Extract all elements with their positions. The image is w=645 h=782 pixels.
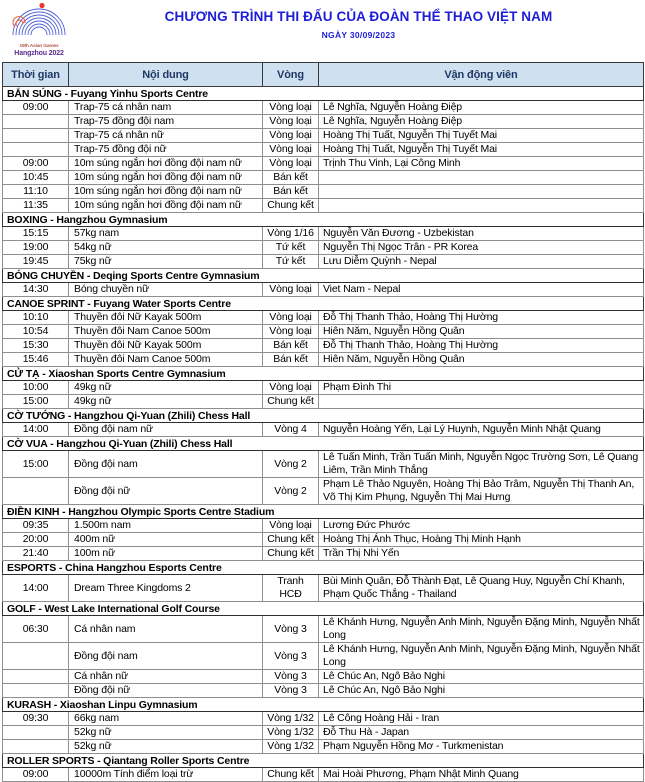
round-cell: Vòng 1/32 [263, 726, 319, 740]
section-header-row [3, 87, 644, 101]
round-cell: Chung kết [263, 199, 319, 213]
round-cell: Vòng 4 [263, 423, 319, 437]
time-cell: 10:10 [3, 311, 69, 325]
event-row [3, 547, 644, 561]
round-cell: Vòng 2 [263, 478, 319, 505]
round-cell: Tranh HCĐ [263, 575, 319, 602]
athletes-cell: Nguyễn Thị Ngọc Trân - PR Korea [319, 241, 644, 255]
column-header-athletes: Vận động viên [319, 63, 644, 87]
event-cell: 66kg nam [69, 712, 263, 726]
event-cell: Thuyền đôi Nữ Kayak 500m [69, 311, 263, 325]
event-cell: 75kg nữ [69, 255, 263, 269]
event-row [3, 325, 644, 339]
event-row [3, 171, 644, 185]
event-cell: 100m nữ [69, 547, 263, 561]
athletes-cell: Lê Nghĩa, Nguyễn Hoàng Điệp [319, 101, 644, 115]
event-cell: 49kg nữ [69, 395, 263, 409]
athletes-cell: Trịnh Thu Vinh, Lại Công Minh [319, 157, 644, 171]
round-cell: Vòng 3 [263, 616, 319, 643]
event-row [3, 157, 644, 171]
athletes-cell: Hoàng Thị Tuất, Nguyễn Thị Tuyết Mai [319, 143, 644, 157]
event-row [3, 533, 644, 547]
event-row [3, 129, 644, 143]
round-cell: Vòng loại [263, 519, 319, 533]
time-cell: 11:35 [3, 199, 69, 213]
schedule-table-body [3, 87, 644, 782]
athletes-cell: Phạm Lê Thảo Nguyên, Hoàng Thị Bảo Trâm, Nguyễn Thị Thanh An, Võ Thị Kim Phụng, Nguyễn Thị Mai Hưng [319, 478, 644, 505]
event-row [3, 643, 644, 670]
venue-label: BÓNG CHUYỀN - Deqing Sports Centre Gymnasium [3, 269, 644, 283]
athletes-cell: Lê Chúc An, Ngô Bảo Nghi [319, 670, 644, 684]
time-cell [3, 684, 69, 698]
event-row [3, 339, 644, 353]
round-cell: Vòng loại [263, 283, 319, 297]
time-cell: 19:45 [3, 255, 69, 269]
athletes-cell [319, 171, 644, 185]
round-cell: Vòng loại [263, 311, 319, 325]
page-header [0, 0, 645, 62]
time-cell [3, 670, 69, 684]
event-cell: Cá nhân nam [69, 616, 263, 643]
event-row [3, 726, 644, 740]
event-row [3, 381, 644, 395]
section-header-row [3, 269, 644, 283]
time-cell [3, 740, 69, 754]
section-header-row [3, 297, 644, 311]
athletes-cell: Lê Tuấn Minh, Trần Tuấn Minh, Nguyễn Ngọc Trường Sơn, Lê Quang Liêm, Trần Minh Thắng [319, 451, 644, 478]
section-header-row [3, 754, 644, 768]
logo-line1: 19th Asian Games [19, 44, 59, 49]
round-cell: Vòng loại [263, 101, 319, 115]
round-cell: Chung kết [263, 533, 319, 547]
hangzhou-2022-asian-games-logo [3, 1, 75, 61]
table-header-row [3, 63, 644, 87]
event-row [3, 519, 644, 533]
athletes-cell: Phạm Nguyễn Hồng Mơ - Turkmenistan [319, 740, 644, 754]
athletes-cell: Nguyễn Hoàng Yến, Lại Lý Huynh, Nguyễn Minh Nhật Quang [319, 423, 644, 437]
time-cell [3, 726, 69, 740]
athletes-cell: Lê Nghĩa, Nguyễn Hoàng Điệp [319, 115, 644, 129]
round-cell: Tứ kết [263, 255, 319, 269]
section-header-row [3, 505, 644, 519]
event-row [3, 241, 644, 255]
logo-sun-dot [39, 3, 44, 8]
event-row [3, 451, 644, 478]
round-cell: Vòng loại [263, 157, 319, 171]
event-cell: Thuyền đôi Nữ Kayak 500m [69, 339, 263, 353]
event-cell: Đồng đội nam nữ [69, 423, 263, 437]
event-row [3, 684, 644, 698]
athletes-cell: Bùi Minh Quân, Đỗ Thành Đạt, Lê Quang Huy, Nguyễn Chí Khanh, Phạm Quốc Thắng - Thailand [319, 575, 644, 602]
event-cell: Trap-75 cá nhân nam [69, 101, 263, 115]
event-row [3, 283, 644, 297]
event-cell: Đồng đội nữ [69, 478, 263, 505]
time-cell: 20:00 [3, 533, 69, 547]
athletes-cell [319, 185, 644, 199]
athletes-cell [319, 199, 644, 213]
time-cell: 09:00 [3, 768, 69, 782]
event-row [3, 616, 644, 643]
athletes-cell: Lưu Diễm Quỳnh - Nepal [319, 255, 644, 269]
round-cell: Tứ kết [263, 241, 319, 255]
athletes-cell: Mai Hoài Phương, Phạm Nhật Minh Quang [319, 768, 644, 782]
event-row [3, 768, 644, 782]
venue-label: GOLF - West Lake International Golf Course [3, 602, 644, 616]
round-cell: Vòng 3 [263, 643, 319, 670]
time-cell: 06:30 [3, 616, 69, 643]
event-cell: 10m súng ngắn hơi đồng đội nam nữ [69, 171, 263, 185]
time-cell [3, 478, 69, 505]
section-header-row [3, 367, 644, 381]
athletes-cell: Hiên Năm, Nguyễn Hồng Quân [319, 325, 644, 339]
round-cell: Chung kết [263, 395, 319, 409]
time-cell [3, 115, 69, 129]
venue-label: CỬ TẠ - Xiaoshan Sports Centre Gymnasium [3, 367, 644, 381]
athletes-cell: Lương Đức Phước [319, 519, 644, 533]
round-cell: Vòng 1/32 [263, 712, 319, 726]
athletes-cell: Trần Thị Nhi Yến [319, 547, 644, 561]
event-row [3, 101, 644, 115]
round-cell: Vòng 1/16 [263, 227, 319, 241]
athletes-cell: Viet Nam - Nepal [319, 283, 644, 297]
round-cell: Bán kết [263, 353, 319, 367]
event-cell: Trap-75 đồng đội nam [69, 115, 263, 129]
time-cell: 11:10 [3, 185, 69, 199]
time-cell: 14:00 [3, 575, 69, 602]
section-header-row [3, 409, 644, 423]
athletes-cell: Lê Chúc An, Ngô Bảo Nghi [319, 684, 644, 698]
round-cell: Bán kết [263, 339, 319, 353]
column-header-round: Vòng [263, 63, 319, 87]
event-row [3, 185, 644, 199]
section-header-row [3, 213, 644, 227]
column-header-event: Nội dung [69, 63, 263, 87]
time-cell: 10:00 [3, 381, 69, 395]
athletes-cell: Đỗ Thu Hà - Japan [319, 726, 644, 740]
event-cell: 57kg nam [69, 227, 263, 241]
athletes-cell: Lê Khánh Hưng, Nguyễn Anh Minh, Nguyễn Đặng Minh, Nguyễn Nhất Long [319, 643, 644, 670]
round-cell: Bán kết [263, 185, 319, 199]
athletes-cell: Lê Công Hoàng Hải - Iran [319, 712, 644, 726]
event-row [3, 115, 644, 129]
event-cell: 49kg nữ [69, 381, 263, 395]
event-cell: Bóng chuyền nữ [69, 283, 263, 297]
event-row [3, 423, 644, 437]
athletes-cell: Đỗ Thị Thanh Thảo, Hoàng Thị Hường [319, 311, 644, 325]
event-row [3, 143, 644, 157]
athletes-cell: Phạm Đình Thi [319, 381, 644, 395]
round-cell: Bán kết [263, 171, 319, 185]
event-cell: Đồng đội nữ [69, 684, 263, 698]
section-header-row [3, 437, 644, 451]
event-cell: Trap-75 đồng đội nữ [69, 143, 263, 157]
section-header-row [3, 698, 644, 712]
athletes-cell: Hiên Năm, Nguyễn Hồng Quân [319, 353, 644, 367]
venue-label: KURASH - Xiaoshan Linpu Gymnasium [3, 698, 644, 712]
event-cell: 52kg nữ [69, 726, 263, 740]
event-cell: 400m nữ [69, 533, 263, 547]
event-cell: 1.500m nam [69, 519, 263, 533]
venue-label: ROLLER SPORTS - Qiantang Roller Sports Centre [3, 754, 644, 768]
time-cell: 10:54 [3, 325, 69, 339]
athletes-cell: Đỗ Thị Thanh Thảo, Hoàng Thị Hường [319, 339, 644, 353]
schedule-table [2, 62, 644, 782]
time-cell: 15:15 [3, 227, 69, 241]
round-cell: Chung kết [263, 768, 319, 782]
event-row [3, 227, 644, 241]
event-cell: Đồng đội nam [69, 643, 263, 670]
event-cell: Thuyền đôi Nam Canoe 500m [69, 353, 263, 367]
event-row [3, 740, 644, 754]
event-cell: Cá nhân nữ [69, 670, 263, 684]
time-cell: 15:00 [3, 395, 69, 409]
round-cell: Vòng 2 [263, 451, 319, 478]
round-cell: Vòng loại [263, 143, 319, 157]
round-cell: Vòng loại [263, 381, 319, 395]
athletes-cell [319, 395, 644, 409]
event-cell: 52kg nữ [69, 740, 263, 754]
event-row [3, 712, 644, 726]
venue-label: ESPORTS - China Hangzhou Esports Centre [3, 561, 644, 575]
event-row [3, 395, 644, 409]
time-cell: 15:46 [3, 353, 69, 367]
athletes-cell: Nguyễn Văn Đương - Uzbekistan [319, 227, 644, 241]
event-row [3, 478, 644, 505]
time-cell: 09:30 [3, 712, 69, 726]
event-row [3, 670, 644, 684]
time-cell [3, 643, 69, 670]
event-cell: Dream Three Kingdoms 2 [69, 575, 263, 602]
event-cell: Trap-75 cá nhân nữ [69, 129, 263, 143]
venue-label: CỜ TƯỚNG - Hangzhou Qi-Yuan (Zhili) Chess Hall [3, 409, 644, 423]
event-cell: 10m súng ngắn hơi đồng đội nam nữ [69, 199, 263, 213]
time-cell: 15:00 [3, 451, 69, 478]
venue-label: BẮN SÚNG - Fuyang Yinhu Sports Centre [3, 87, 644, 101]
round-cell: Vòng 3 [263, 670, 319, 684]
athletes-cell: Hoàng Thị Tuất, Nguyễn Thị Tuyết Mai [319, 129, 644, 143]
time-cell: 15:30 [3, 339, 69, 353]
time-cell: 09:35 [3, 519, 69, 533]
time-cell: 21:40 [3, 547, 69, 561]
athletes-cell: Lê Khánh Hưng, Nguyễn Anh Minh, Nguyễn Đặng Minh, Nguyễn Nhất Long [319, 616, 644, 643]
event-row [3, 353, 644, 367]
time-cell: 19:00 [3, 241, 69, 255]
event-cell: Thuyền đôi Nam Canoe 500m [69, 325, 263, 339]
page-title: CHƯƠNG TRÌNH THI ĐẤU CỦA ĐOÀN THỂ THAO VIỆT NAM [164, 9, 553, 24]
event-cell: 10m súng ngắn hơi đồng đội nam nữ [69, 185, 263, 199]
round-cell: Vòng loại [263, 129, 319, 143]
round-cell: Vòng loại [263, 115, 319, 129]
round-cell: Vòng 3 [263, 684, 319, 698]
time-cell: 14:30 [3, 283, 69, 297]
event-row [3, 199, 644, 213]
athletes-cell: Hoàng Thị Ánh Thục, Hoàng Thị Minh Hạnh [319, 533, 644, 547]
event-row [3, 575, 644, 602]
time-cell [3, 143, 69, 157]
column-header-time: Thời gian [3, 63, 69, 87]
time-cell [3, 129, 69, 143]
round-cell: Vòng 1/32 [263, 740, 319, 754]
section-header-row [3, 602, 644, 616]
venue-label: CANOE SPRINT - Fuyang Water Sports Centre [3, 297, 644, 311]
round-cell: Chung kết [263, 547, 319, 561]
event-cell: 10000m Tính điểm loại trừ [69, 768, 263, 782]
event-cell: 10m súng ngắn hơi đồng đội nam nữ [69, 157, 263, 171]
event-row [3, 255, 644, 269]
venue-label: BOXING - Hangzhou Gymnasium [3, 213, 644, 227]
event-row [3, 311, 644, 325]
time-cell: 14:00 [3, 423, 69, 437]
venue-label: CỜ VUA - Hangzhou Qi-Yuan (Zhili) Chess Hall [3, 437, 644, 451]
round-cell: Vòng loại [263, 325, 319, 339]
section-header-row [3, 561, 644, 575]
event-cell: 54kg nữ [69, 241, 263, 255]
venue-label: ĐIỀN KINH - Hangzhou Olympic Sports Centre Stadium [3, 505, 644, 519]
logo-line2: Hangzhou 2022 [14, 50, 64, 57]
time-cell: 09:00 [3, 101, 69, 115]
event-cell: Đồng đội nam [69, 451, 263, 478]
time-cell: 10:45 [3, 171, 69, 185]
page-date: NGÀY 30/09/2023 [321, 30, 396, 40]
time-cell: 09:00 [3, 157, 69, 171]
